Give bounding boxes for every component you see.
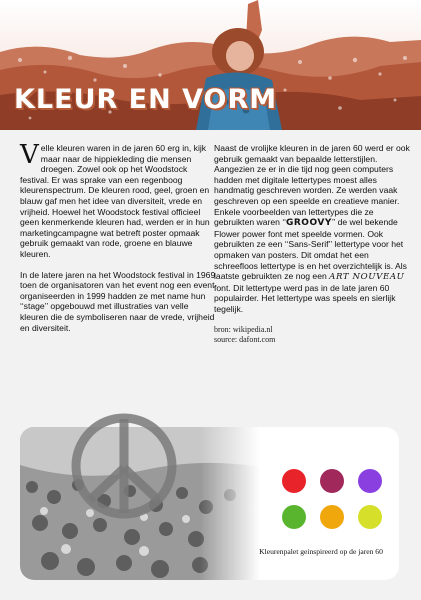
drop-cap: V [20, 140, 39, 170]
swatch-magenta [320, 469, 344, 493]
lettertype-text-part-1: Naast de vrolijke kleuren in de jaren 60 werd er ook gebruik gemaakt van bepaalde letterstijlen. Aangezien ze er in die tijd nog geen computers hadden met digitale lettertypes moest alles handmatig geschreven worden. Ze werden vaak geschreven op een speelde en creatieve manier. Enkele voorbeelden van lettertypes die ze gebruikten waren ‘‘ [214, 143, 410, 228]
lettertype-text-part-2: ’’ de wel bekende Flower power font met speelde vormen. Ook gebruikten ze een ‘‘Sans-Serif’’ lettertype voor het opmaken van posters. Dit omdat het een schreefloos lettertype is en het overzichtelijk is. Als laatste gebruikten ze nog een [214, 217, 407, 282]
color-palette [278, 465, 388, 535]
swatch-orange [320, 505, 344, 529]
header-banner [0, 0, 421, 130]
left-text-column [20, 140, 216, 343]
peace-sign-icon [68, 410, 180, 522]
woodstock-1999-paragraph: In de latere jaren na het Woodstock festival in 1969 toen de organisatoren van het event nog een event organiseerden in 1999 hadden ze met name hun ‘‘stage’’ opgebouwd met illustraties van velle kleuren die de symboliseren naar de vrede, vrijheid en diversiteit. [20, 269, 216, 333]
source-wikipedia: bron: wikipedia.nl [214, 324, 273, 334]
swatch-red [282, 469, 306, 493]
swatch-yellow [358, 505, 382, 529]
lettertype-text-part-3: font. Dit lettertype werd pas in de late jaren 60 populairder. Het lettertype was speels en sierlijk tegelijk. [214, 282, 396, 314]
lettertype-paragraph [214, 143, 410, 315]
palette-caption: Kleurenpalet geinspireerd op de jaren 60 [259, 547, 383, 556]
sources [214, 325, 410, 345]
page-title: KLEUR EN VORM [14, 84, 278, 115]
swatch-green [282, 505, 306, 529]
groovy-font-sample: GROOVY [285, 218, 332, 229]
intro-paragraph [20, 140, 216, 260]
intro-text: elle kleuren waren in de jaren 60 erg in, kijk maar naar de hippiekleding die mensen droegen. Zowel ook op het Woodstock festival. Er was sprake van een regenboog kleurenspectrum. De kleuren rood, geel, groen en blauw gaf men het idee van diversiteit, vrede en vrijheid. Hoewel het Woodstock festival officieel geen kenmerkende kleuren had, werden er in hun marketingcampagne wat betreft poster opmaak gebruik gemaakt van rode, groene en blauwe kleuren. [20, 143, 210, 259]
swatch-purple [358, 469, 382, 493]
art-nouveau-font-sample: ART NOUVEAU [329, 272, 405, 283]
source-dafont: source: dafont.com [214, 334, 276, 344]
right-text-column [214, 143, 410, 345]
